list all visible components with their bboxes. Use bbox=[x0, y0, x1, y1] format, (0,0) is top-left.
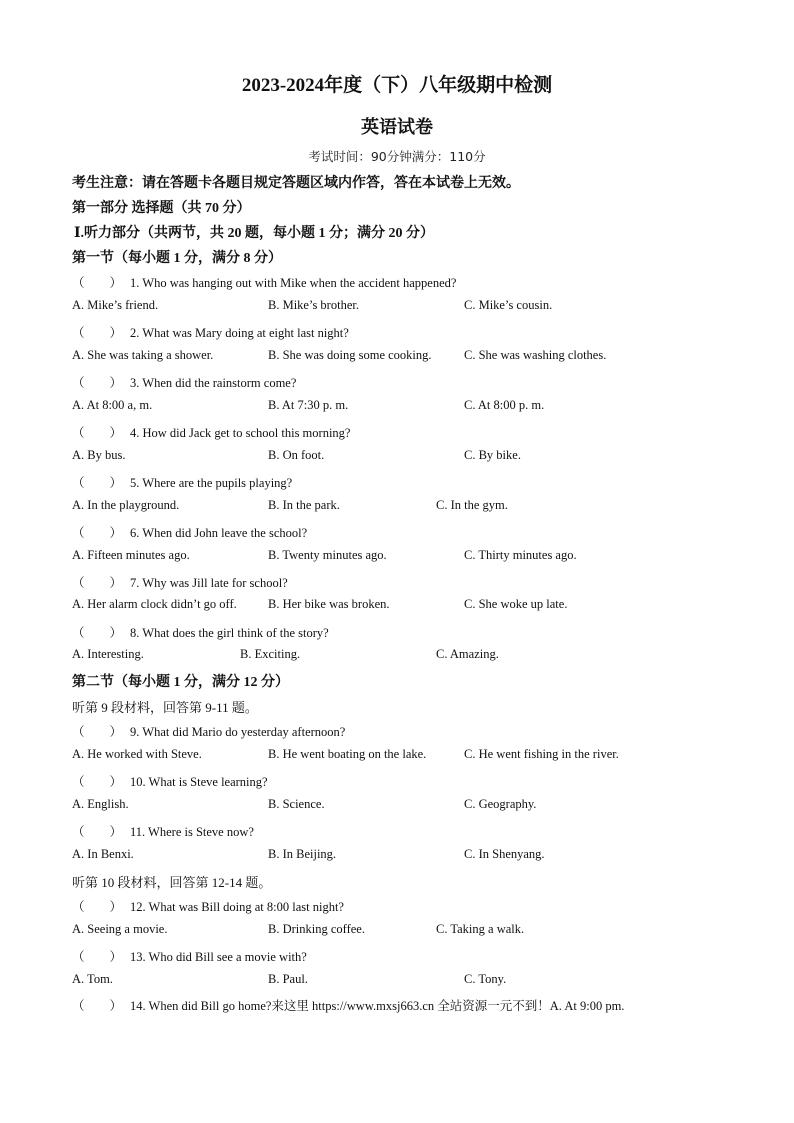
question-7 bbox=[72, 573, 288, 591]
option-b: B. Her bike was broken. bbox=[268, 597, 390, 611]
option-c: C. Thirty minutes ago. bbox=[464, 548, 577, 562]
answer-blank[interactable]: （ ） bbox=[72, 626, 123, 640]
option-a: A. By bus. bbox=[72, 448, 126, 462]
option-b: B. In Beijing. bbox=[268, 847, 337, 861]
answer-blank[interactable]: （ ） bbox=[72, 775, 123, 789]
part-one-heading: 第一部分 选择题（共 70 分） bbox=[72, 201, 251, 216]
option-a: A. Tom. bbox=[72, 972, 113, 986]
option-b: B. He went boating on the lake. bbox=[268, 747, 427, 761]
answer-blank[interactable]: （ ） bbox=[72, 476, 123, 490]
option-c: C. She was washing clothes. bbox=[464, 348, 607, 362]
question-text: 14. When did Bill go home?来这里 https://www.mxsj663.cn 全站资源一元不到！A. At 9:00 pm. bbox=[130, 999, 625, 1013]
listening-heading: Ⅰ.听力部分（共两节，共 20 题，每小题 1 分；满分 20 分） bbox=[74, 226, 435, 241]
section-two-heading: 第二节（每小题 1 分，满分 12 分） bbox=[72, 675, 289, 690]
question-5 bbox=[72, 473, 292, 491]
answer-blank[interactable]: （ ） bbox=[72, 576, 123, 590]
option-b: B. Paul. bbox=[268, 972, 308, 986]
option-a: A. Her alarm clock didn’t go off. bbox=[72, 597, 237, 611]
question-text: 5. Where are the pupils playing? bbox=[130, 476, 293, 490]
question-4 bbox=[72, 423, 350, 441]
question-text: 12. What was Bill doing at 8:00 last night? bbox=[130, 900, 344, 914]
answer-blank[interactable]: （ ） bbox=[72, 900, 123, 914]
option-a: A. Interesting. bbox=[72, 647, 144, 661]
option-b: B. In the park. bbox=[268, 498, 340, 512]
question-10 bbox=[72, 772, 268, 790]
question-2 bbox=[72, 323, 349, 341]
option-c: C. In Shenyang. bbox=[464, 847, 545, 861]
option-c: C. Mike’s cousin. bbox=[464, 298, 553, 312]
option-a: A. At 8:00 a, m. bbox=[72, 398, 153, 412]
question-text: 1. Who was hanging out with Mike when the accident happened? bbox=[130, 276, 457, 290]
exam-title: 2023-2024年度（下）八年级期中检测 bbox=[241, 75, 553, 96]
question-text: 10. What is Steve learning? bbox=[130, 775, 268, 789]
option-a: A. Seeing a movie. bbox=[72, 922, 168, 936]
question-12 bbox=[72, 897, 344, 915]
question-9 bbox=[72, 722, 345, 740]
question-text: 13. Who did Bill see a movie with? bbox=[130, 950, 307, 964]
question-8 bbox=[72, 623, 329, 641]
question-11 bbox=[72, 822, 254, 840]
option-a: A. In the playground. bbox=[72, 498, 180, 512]
question-text: 2. What was Mary doing at eight last night? bbox=[130, 326, 349, 340]
question-text: 3. When did the rainstorm come? bbox=[130, 376, 297, 390]
option-c: C. Tony. bbox=[464, 972, 507, 986]
option-c: C. By bike. bbox=[464, 448, 521, 462]
option-a: A. He worked with Steve. bbox=[72, 747, 202, 761]
option-c: C. He went fishing in the river. bbox=[464, 747, 619, 761]
option-c: C. At 8:00 p. m. bbox=[464, 398, 545, 412]
notice: 考生注意：请在答题卡各题目规定答题区域内作答，答在本试卷上无效。 bbox=[72, 176, 520, 191]
option-b: B. Drinking coffee. bbox=[268, 922, 365, 936]
option-a: A. English. bbox=[72, 797, 129, 811]
option-a: A. Fifteen minutes ago. bbox=[72, 548, 190, 562]
option-a: A. Mike’s friend. bbox=[72, 298, 159, 312]
question-text: 8. What does the girl think of the story? bbox=[130, 626, 329, 640]
answer-blank[interactable]: （ ） bbox=[72, 825, 123, 839]
question-text: 9. What did Mario do yesterday afternoon? bbox=[130, 725, 346, 739]
answer-blank[interactable]: （ ） bbox=[72, 999, 123, 1013]
exam-subtitle: 英语试卷 bbox=[361, 117, 433, 137]
question-text: 11. Where is Steve now? bbox=[130, 825, 254, 839]
question-text: 7. Why was Jill late for school? bbox=[130, 576, 288, 590]
question-13 bbox=[72, 947, 307, 965]
option-a: A. In Benxi. bbox=[72, 847, 134, 861]
question-text: 6. When did John leave the school? bbox=[130, 526, 308, 540]
question-3 bbox=[72, 373, 296, 391]
option-c: C. Geography. bbox=[464, 797, 537, 811]
option-b: B. Science. bbox=[268, 797, 325, 811]
answer-blank[interactable]: （ ） bbox=[72, 276, 123, 290]
answer-blank[interactable]: （ ） bbox=[72, 950, 123, 964]
answer-blank[interactable]: （ ） bbox=[72, 326, 123, 340]
option-c: C. In the gym. bbox=[436, 498, 508, 512]
question-14 bbox=[72, 996, 624, 1014]
option-b: B. Mike’s brother. bbox=[268, 298, 359, 312]
exam-info: 考试时间：90分钟满分：110分 bbox=[308, 149, 486, 164]
option-c: C. She woke up late. bbox=[464, 597, 568, 611]
question-6 bbox=[72, 523, 307, 541]
material-10-note: 听第 10 段材料，回答第 12-14 题。 bbox=[72, 875, 272, 890]
option-a: A. She was taking a shower. bbox=[72, 348, 214, 362]
option-c: C. Amazing. bbox=[436, 647, 499, 661]
option-b: B. She was doing some cooking. bbox=[268, 348, 432, 362]
answer-blank[interactable]: （ ） bbox=[72, 376, 123, 390]
question-text: 4. How did Jack get to school this morning? bbox=[130, 426, 351, 440]
answer-blank[interactable]: （ ） bbox=[72, 725, 123, 739]
option-c: C. Taking a walk. bbox=[436, 922, 525, 936]
answer-blank[interactable]: （ ） bbox=[72, 426, 123, 440]
answer-blank[interactable]: （ ） bbox=[72, 526, 123, 540]
option-b: B. Twenty minutes ago. bbox=[268, 548, 387, 562]
section-one-heading: 第一节（每小题 1 分，满分 8 分） bbox=[72, 251, 282, 266]
option-b: B. On foot. bbox=[268, 448, 325, 462]
option-b: B. At 7:30 p. m. bbox=[268, 398, 349, 412]
material-9-note: 听第 9 段材料，回答第 9-11 题。 bbox=[72, 700, 258, 715]
question-1 bbox=[72, 273, 456, 291]
option-b: B. Exciting. bbox=[240, 647, 301, 661]
